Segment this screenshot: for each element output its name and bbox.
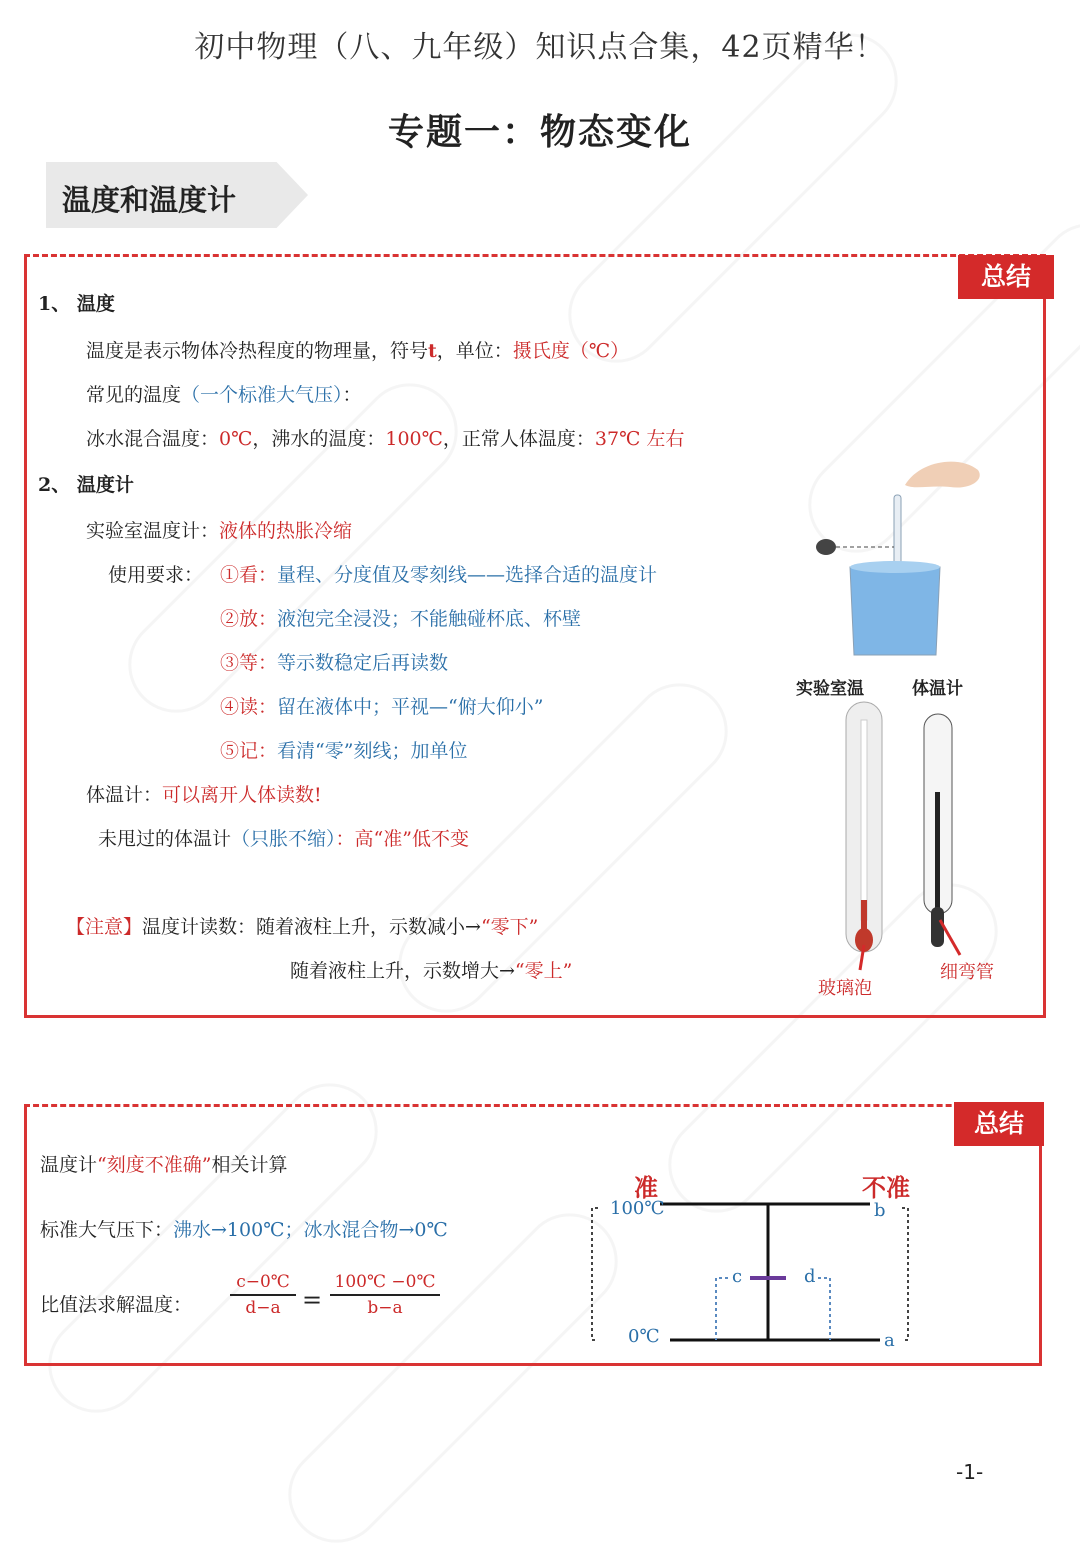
topic-title: 专题一：物态变化 [387, 112, 692, 153]
label-d: d [804, 1266, 816, 1287]
label-bent-tube: 细弯管 [940, 962, 994, 983]
ratio-label: 比值法求解温度： [40, 1294, 193, 1316]
fraction-1-denominator: d−a [245, 1298, 281, 1318]
lab-principle: 液体的热胀冷缩 [219, 520, 353, 542]
arrow-to-bulb [860, 945, 864, 970]
item-heading-temperature: 1、 温度 [38, 293, 115, 315]
note-line-2: 随着液柱上升，示数增大→ [290, 960, 515, 982]
usage-item [220, 736, 467, 763]
label-lab-thermometer: 实验室温 [796, 679, 864, 699]
body-value: 37℃ 左右 [594, 428, 685, 450]
calc-title-prefix: 温度计 [40, 1154, 98, 1176]
label-b: b [874, 1200, 886, 1221]
unshaken-label: 未甩过的体温计 [98, 828, 232, 850]
beaker-icon [850, 567, 940, 655]
usage-text: 留在液体中；平视—“俯大仰小” [277, 696, 544, 718]
fraction-1 [230, 1272, 296, 1318]
usage-key: ③等： [220, 652, 278, 674]
label-bulb: 玻璃泡 [818, 978, 872, 999]
unshaken-thermometer [98, 824, 469, 851]
bracket-right [902, 1208, 908, 1340]
clinical-label: 体温计： [86, 784, 163, 806]
label-accurate: 准 [634, 1173, 658, 1202]
clinical-note: 可以离开人体读数! [162, 784, 322, 806]
label-a: a [884, 1330, 895, 1351]
bracket-left [592, 1208, 598, 1340]
label-clinical-thermometer: 体温计 [912, 679, 963, 699]
arrow-to-tube [940, 920, 960, 955]
liquid-column [935, 792, 940, 912]
calc-title-quote: “刻度不准确” [97, 1154, 212, 1176]
unshaken-note: （只胀不缩） [231, 828, 336, 850]
label-inaccurate: 不准 [862, 1173, 910, 1202]
fraction-bar [230, 1294, 296, 1296]
temperature-symbol: t [428, 340, 437, 362]
boil-value: 100℃ [385, 428, 443, 450]
unit-label: ，单位： [436, 340, 513, 362]
common-temperatures [86, 380, 362, 407]
lab-label: 实验室温度计： [86, 520, 220, 542]
water-surface [850, 561, 940, 573]
fraction-2-denominator: b−a [367, 1298, 403, 1318]
beaker-thermometer-figure [810, 455, 1000, 665]
usage-text: 液泡完全浸没；不能触碰杯底、杯壁 [277, 608, 582, 630]
common-note: （一个标准大气压） [181, 384, 343, 406]
reading-note-2 [290, 956, 572, 983]
label-0c: 0℃ [628, 1326, 660, 1347]
fraction-2-numerator: 100℃ −0℃ [334, 1272, 436, 1292]
usage-item [220, 648, 448, 675]
common-label: 常见的温度 [86, 384, 182, 406]
usage-key: ⑤记： [220, 740, 278, 762]
label-100c: 100℃ [610, 1198, 665, 1219]
usage-text: 看清“零”刻线；加单位 [277, 740, 468, 762]
calc-title [40, 1150, 287, 1177]
boil-label: ，沸水的温度： [252, 428, 386, 450]
clinical-thermometer [86, 780, 322, 807]
usage-label: 使用要求： [108, 564, 204, 586]
body-label: ，正常人体温度： [442, 428, 595, 450]
summary-tag-2: 总结 [954, 1102, 1044, 1146]
reference-temperatures [86, 424, 684, 451]
fraction-2 [330, 1272, 440, 1318]
item-heading-thermometer: 2、 温度计 [38, 474, 134, 496]
note-value-1: “零下” [480, 916, 539, 938]
usage-item [220, 560, 657, 587]
usage-key: ②放： [220, 608, 278, 630]
capillary [861, 720, 867, 920]
hand-icon [905, 462, 980, 488]
note-value-2: “零上” [514, 960, 573, 982]
definition-text: 温度是表示物体冷热程度的物理量，符号 [86, 340, 429, 362]
usage-item [220, 692, 543, 719]
std-value: 沸水→100℃；冰水混合物→0℃ [173, 1219, 448, 1241]
unit-value: 摄氏度（℃） [512, 340, 630, 362]
usage-key: ①看： [220, 564, 278, 586]
lab-thermometer [86, 516, 352, 543]
standard-conditions [40, 1215, 448, 1242]
ice-value: 0℃ [219, 428, 253, 450]
note-line-1: 温度计读数：随着液柱上升，示数减小→ [142, 916, 481, 938]
fraction-1-numerator: c−0℃ [236, 1272, 290, 1292]
unshaken-rule: ：高“准”低不变 [335, 828, 469, 850]
usage-item [220, 604, 581, 631]
eye-icon [816, 539, 836, 555]
calc-title-suffix: 相关计算 [211, 1154, 288, 1176]
bracket-d [818, 1278, 830, 1340]
label-c: c [732, 1266, 743, 1287]
usage-key: ④读： [220, 696, 278, 718]
ice-label: 冰水混合温度： [86, 428, 220, 450]
bracket-c [716, 1278, 728, 1340]
usage-text: 等示数稳定后再读数 [277, 652, 449, 674]
section-title: 温度和温度计 [62, 183, 237, 217]
note-tag: 【注意】 [66, 916, 143, 938]
temperature-definition [86, 336, 629, 363]
reading-note-1 [66, 912, 538, 939]
std-label: 标准大气压下： [40, 1219, 174, 1241]
summary-tag-1: 总结 [958, 255, 1054, 299]
fraction-bar [330, 1294, 440, 1296]
equals-sign: = [302, 1286, 323, 1314]
usage-text: 量程、分度值及零刻线——选择合适的温度计 [277, 564, 658, 586]
document-title: 初中物理（八、九年级）知识点合集，42页精华！ [194, 30, 886, 65]
common-colon: ： [342, 384, 362, 406]
page-number: -1- [956, 1460, 984, 1484]
